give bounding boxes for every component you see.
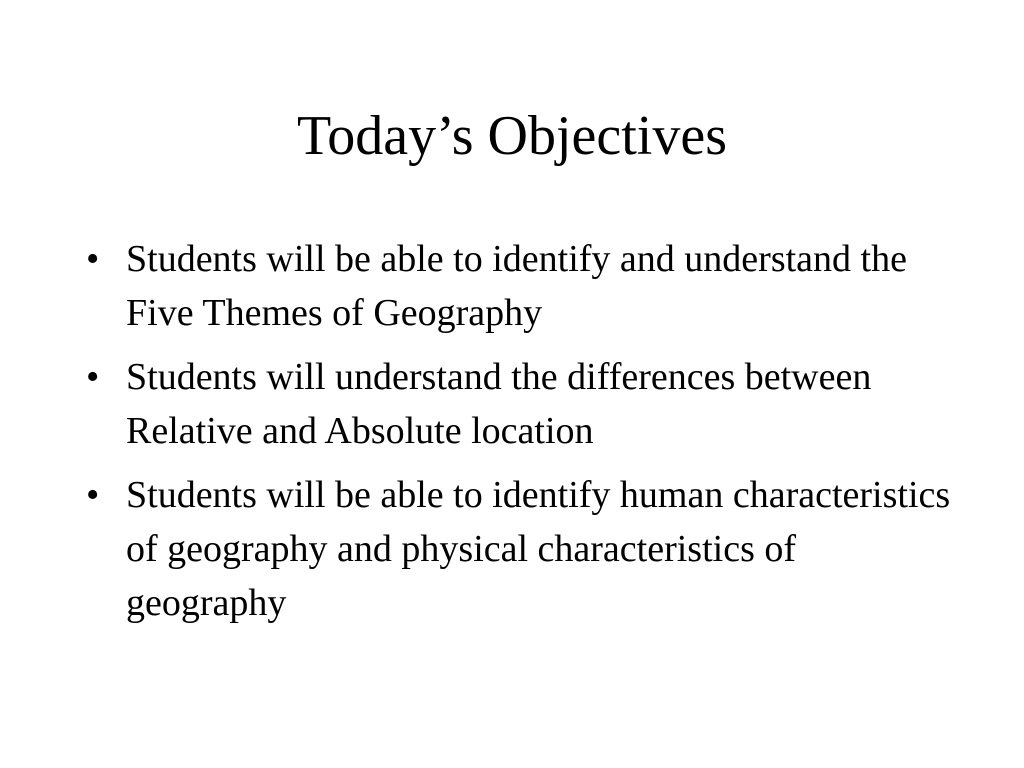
slide-title: Today’s Objectives <box>297 105 727 167</box>
objective-item <box>78 350 958 458</box>
objective-item <box>78 232 958 340</box>
bullet-icon: • <box>86 238 100 280</box>
objectives-list <box>78 232 958 640</box>
objective-item <box>78 468 958 630</box>
bullet-icon: • <box>86 356 100 398</box>
objective-text: Students will be able to identify human characteristics of geography and physical characteristics of geography <box>126 474 951 624</box>
objective-text: Students will be able to identify and understand the Five Themes of Geography <box>126 238 907 334</box>
bullet-icon: • <box>86 474 100 516</box>
objective-text: Students will understand the differences between Relative and Absolute location <box>126 356 872 452</box>
